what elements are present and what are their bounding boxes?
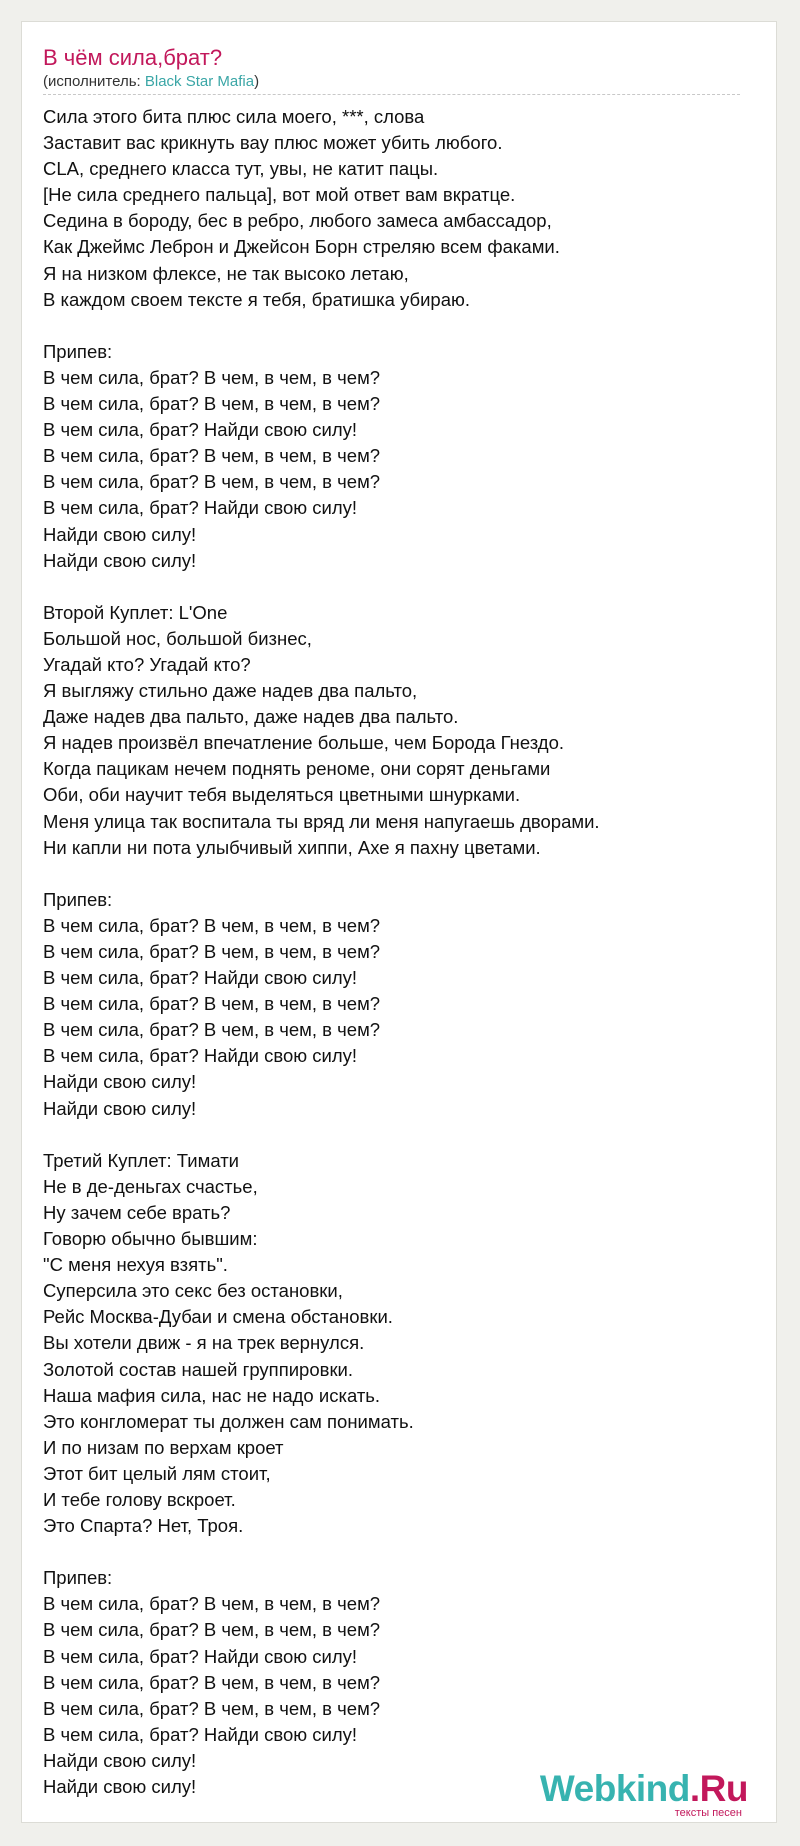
lyrics-line: Найди свою силу! [43,1749,197,1771]
artist-suffix: ) [254,73,260,90]
lyrics-line: Как Джеймс Леброн и Джейсон Борн стреляю всем факами. [43,236,560,258]
lyrics-line: Меня улица так воспитала ты вряд ли меня напугаешь дворами. [43,810,600,832]
lyrics-text [43,104,743,1800]
artist-line [43,72,259,92]
lyrics-blank-line [43,574,743,600]
lyrics-line: Наша мафия сила, нас не надо искать. [43,1384,381,1406]
lyrics-line: В чем сила, брат? В чем, в чем, в чем? [43,1671,381,1693]
lyrics-line: Угадай кто? Угадай кто? [43,653,251,675]
logo-wordmark [540,1770,748,1808]
lyrics-line: Золотой состав нашей группировки. [43,1358,354,1380]
lyrics-line: Вы хотели движ - я на трек вернулся. [43,1332,365,1354]
lyrics-blank-line [43,861,743,887]
lyrics-blank-line [43,1122,743,1148]
lyrics-line: Суперсила это секс без остановки, [43,1280,343,1302]
lyrics-line: В чем сила, брат? В чем, в чем, в чем? [43,366,381,388]
lyrics-line: В чем сила, брат? В чем, в чем, в чем? [43,914,381,936]
lyrics-line: Найди свою силу! [43,1097,197,1119]
logo-tagline: тексты песен [674,1807,742,1819]
lyrics-line: Даже надев два пальто, даже надев два пальто. [43,706,459,728]
lyrics-line: Я надев произвёл впечатление больше, чем Борода Гнездо. [43,732,564,754]
site-logo[interactable] [539,1768,748,1819]
lyrics-line: "С меня нехуя взять". [43,1254,228,1276]
lyrics-line: В чем сила, брат? В чем, в чем, в чем? [43,1593,381,1615]
lyrics-line: В чем сила, брат? Найди свою силу! [43,497,358,519]
lyrics-line: В чем сила, брат? Найди свою силу! [43,1723,358,1745]
lyrics-line: В чем сила, брат? В чем, в чем, в чем? [43,445,381,467]
lyrics-line: И по низам по верхам кроет [43,1436,284,1458]
lyrics-line: Я выгляжу стильно даже надев два пальто, [43,680,418,702]
lyrics-line: В чем сила, брат? Найди свою силу! [43,1645,358,1667]
lyrics-line: В чем сила, брат? В чем, в чем, в чем? [43,471,381,493]
lyrics-line: Это Спарта? Нет, Троя. [43,1515,244,1537]
lyrics-line: [Не сила среднего пальца], вот мой ответ вам вкратце. [43,184,516,206]
lyrics-line: В каждом своем тексте я тебя, братишка убираю. [43,288,471,310]
lyrics-line: Припев: [43,1567,113,1589]
lyrics-line: В чем сила, брат? В чем, в чем, в чем? [43,993,381,1015]
lyrics-line: Найди свою силу! [43,1776,197,1797]
lyrics-line: Оби, оби научит тебя выделяться цветными шнурками. [43,784,521,806]
lyrics-card [21,21,777,1823]
lyrics-line: Сила этого бита плюс сила моего, ***, слова [43,106,425,127]
divider [43,94,740,95]
lyrics-line: Припев: [43,888,113,910]
lyrics-line: Ну зачем себе врать? [43,1201,231,1223]
lyrics-line: В чем сила, брат? Найди свою силу! [43,419,358,441]
lyrics-line: И тебе голову вскроет. [43,1488,236,1510]
lyrics-line: Ни капли ни пота улыбчивый хиппи, Ахе я пахну цветами. [43,836,541,858]
lyrics-line: CLA, среднего класса тут, увы, не катит пацы. [43,158,439,180]
lyrics-line: Седина в бороду, бес в ребро, любого замеса амбассадор, [43,210,552,232]
artist-prefix: (исполнитель: [43,73,145,90]
lyrics-line: Этот бит целый лям стоит, [43,1462,271,1484]
lyrics-line: Третий Куплет: Тимати [43,1149,240,1171]
lyrics-line: В чем сила, брат? Найди свою силу! [43,967,358,989]
lyrics-line: Рейс Москва-Дубаи и смена обстановки. [43,1306,393,1328]
lyrics-line: Второй Куплет: L'One [43,601,228,623]
lyrics-line: Найди свою силу! [43,1071,197,1093]
lyrics-line: Заставит вас крикнуть вау плюс может убить любого. [43,132,503,154]
lyrics-line: Большой нос, большой бизнес, [43,627,312,649]
artist-link[interactable]: Black Star Mafia [144,73,255,90]
lyrics-line: В чем сила, брат? В чем, в чем, в чем? [43,1619,381,1641]
lyrics-line: Найди свою силу! [43,523,197,545]
lyrics-line: В чем сила, брат? В чем, в чем, в чем? [43,941,381,962]
lyrics-line: Не в де-деньгах счастье, [43,1175,258,1197]
lyrics-line: Припев: [43,340,113,362]
lyrics-line: В чем сила, брат? Найди свою силу! [43,1045,358,1067]
lyrics-line: В чем сила, брат? В чем, в чем, в чем? [43,1019,381,1041]
lyrics-line: Я на низком флексе, не так высоко летаю, [43,262,409,284]
logo-dot: . [689,1768,700,1809]
lyrics-blank-line [43,1539,743,1565]
song-title: В чём сила,брат? [43,45,223,70]
lyrics-blank-line [43,313,743,339]
lyrics-line: В чем сила, брат? В чем, в чем, в чем? [43,393,381,415]
lyrics-line: Найди свою силу! [43,549,197,571]
lyrics-line: Это конгломерат ты должен сам понимать. [43,1410,414,1432]
logo-tld: Ru [699,1768,748,1809]
lyrics-line: В чем сила, брат? В чем, в чем, в чем? [43,1697,381,1719]
lyrics-line: Говорю обычно бывшим: [43,1228,258,1250]
lyrics-line: Когда пацикам нечем поднять реноме, они сорят деньгами [43,758,551,780]
logo-main-text: Webkind [539,1768,690,1809]
